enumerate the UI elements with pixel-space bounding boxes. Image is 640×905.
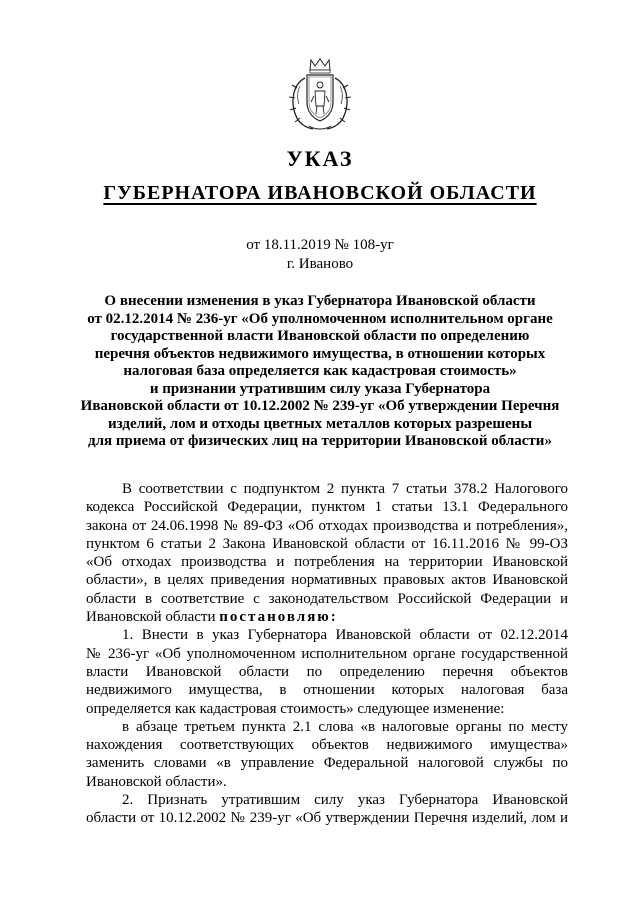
- body-line: пунктом 6 статьи 2 Закона Ивановской области от 16.11.2016 № 99-ОЗ: [86, 535, 568, 552]
- body-line: заменить словами «в управление Федеральной налоговой службы по: [86, 755, 568, 772]
- decree-keyword: постановляю:: [219, 609, 338, 626]
- body-line: области от 10.12.2002 № 239-уг «Об утверждении Перечня изделий, лом и: [86, 810, 568, 827]
- body-line: нахождения соответствующих объектов недвижимого имущества»: [86, 737, 568, 754]
- body-line: Ивановской области».: [86, 773, 227, 790]
- document-date: от 18.11.2019 № 108-уг: [246, 237, 394, 253]
- caption-line: Ивановской области от 10.12.2002 № 239-уг «Об утверждении Перечня: [80, 398, 560, 414]
- body-line: власти Ивановской области по определению перечня объектов: [86, 663, 568, 680]
- body-line: области», в целях приведения нормативных правовых актов Ивановской: [86, 572, 568, 589]
- caption-line: и признании утратившим силу указа Губернатора: [149, 380, 491, 397]
- body-line: «Об отходах производства и потребления на территории Ивановской: [86, 554, 568, 571]
- document-city: г. Иваново: [286, 256, 354, 272]
- body-line: В соответствии с подпунктом 2 пункта 7 статьи 378.2 Налогового: [122, 481, 568, 497]
- body-line: 1. Внести в указ Губернатора Ивановской области от 02.12.2014: [122, 627, 568, 644]
- caption-line: изделий, лом и отходы цветных металлов которых разрешены: [107, 415, 533, 432]
- caption-line: налоговая база определяется как кадастровая стоимость»: [123, 363, 517, 379]
- document-subtitle: ГУБЕРНАТОРА ИВАНОВСКОЙ ОБЛАСТИ: [103, 182, 537, 204]
- body-line: кодекса Российской Федерации, пунктом 1 статьи 13.1 Федерального: [86, 499, 568, 516]
- body-line: недвижимого имущества, в отношении которых налоговая база: [86, 682, 568, 699]
- document-caption: [60, 293, 580, 451]
- ivanovo-coat-of-arms-icon: [287, 58, 353, 132]
- caption-line: для приема от физических лиц на территории Ивановской области»: [88, 433, 552, 449]
- body-line: области в соответствие с законодательством Российской Федерации и: [86, 590, 568, 607]
- body-text: Ивановской области: [86, 609, 216, 626]
- caption-line: от 02.12.2014 № 236-уг «Об уполномоченном исполнительном органе: [87, 310, 553, 327]
- document-body: [86, 480, 568, 828]
- body-line: 2. Признать утратившим силу указ Губернатора Ивановской: [122, 792, 568, 809]
- body-line: в абзаце третьем пункта 2.1 слова «в налоговые органы по месту: [122, 718, 568, 735]
- body-line: № 236-уг «Об уполномоченном исполнительном органе государственной: [86, 645, 568, 662]
- document-title: УКАЗ: [286, 146, 354, 171]
- caption-line: О внесении изменения в указ Губернатора Ивановской области: [104, 293, 536, 309]
- caption-line: государственной власти Ивановской области по определению: [110, 328, 530, 344]
- body-line: определяется как кадастровая стоимость» следующее изменение:: [86, 700, 505, 717]
- body-line: [86, 608, 568, 626]
- body-line: закона от 24.06.1998 № 89-ФЗ «Об отходах производства и потребления»,: [86, 517, 568, 534]
- caption-line: перечня объектов недвижимого имущества, в отношении которых: [94, 345, 546, 362]
